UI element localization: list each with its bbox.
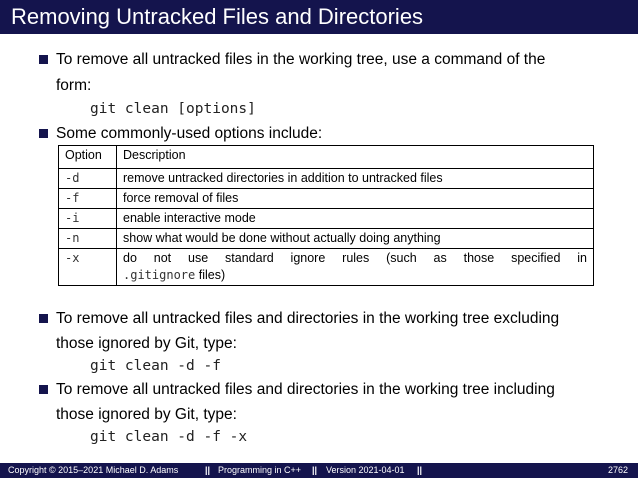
description-tail: files): [198, 268, 226, 282]
bullet-4-line-1: To remove all untracked files and directories in the working tree including: [56, 381, 555, 398]
footer-copyright: Copyright © 2015–2021 Michael D. Adams: [8, 465, 179, 475]
footer-version: Version 2021-04-01: [326, 465, 405, 475]
bullet-1-line-2: form:: [56, 77, 92, 94]
description-cell: force removal of files: [117, 189, 594, 209]
bullet-3-line-2: those ignored by Git, type:: [56, 335, 237, 352]
description-line-2: [123, 268, 225, 282]
table-row: [59, 189, 594, 209]
option-cell: -n: [59, 229, 117, 249]
header-option: Option: [59, 146, 117, 166]
bullet-2-line-1: Some commonly-used options include:: [56, 125, 323, 142]
description-cell: enable interactive mode: [117, 209, 594, 229]
option-cell: -i: [59, 209, 117, 229]
gitignore-code: .gitignore: [123, 268, 196, 282]
footer-bar: [0, 463, 638, 478]
bullet-square-icon: [39, 385, 48, 394]
table-row: [59, 209, 594, 229]
slide-title: Removing Untracked Files and Directories: [11, 4, 424, 29]
options-table: [58, 145, 594, 286]
option-cell: -x: [59, 249, 117, 286]
bullet-4-line-2: those ignored by Git, type:: [56, 406, 237, 423]
footer-separator: ||: [417, 465, 423, 475]
bullet-square-icon: [39, 129, 48, 138]
footer-separator: ||: [205, 465, 211, 475]
table-row: [59, 229, 594, 249]
footer-course: Programming in C++: [218, 465, 302, 475]
code-git-clean-d-f: git clean -d -f: [90, 358, 221, 374]
description-cell: remove untracked directories in addition to untracked files: [117, 169, 594, 189]
header-description: Description: [117, 146, 594, 166]
option-cell: -f: [59, 189, 117, 209]
table-row: [59, 169, 594, 189]
title-bar: [0, 0, 638, 34]
bullet-3-line-1: To remove all untracked files and directories in the working tree excluding: [56, 310, 560, 327]
description-cell: [117, 249, 594, 286]
code-git-clean-d-f-x: git clean -d -f -x: [90, 429, 248, 445]
bullet-square-icon: [39, 55, 48, 64]
option-cell: -d: [59, 169, 117, 189]
description-line-1: do not use standard ignore rules (such as those specified in: [123, 251, 587, 265]
code-git-clean-options: git clean [options]: [90, 101, 256, 117]
table-row: [59, 249, 594, 286]
footer-separator: ||: [312, 465, 318, 475]
footer-page-number: 2762: [608, 465, 629, 475]
description-cell: show what would be done without actually doing anything: [117, 229, 594, 249]
bullet-1-line-1: To remove all untracked files in the working tree, use a command of the: [56, 51, 546, 68]
table-header-row: [59, 146, 594, 166]
bullet-square-icon: [39, 314, 48, 323]
